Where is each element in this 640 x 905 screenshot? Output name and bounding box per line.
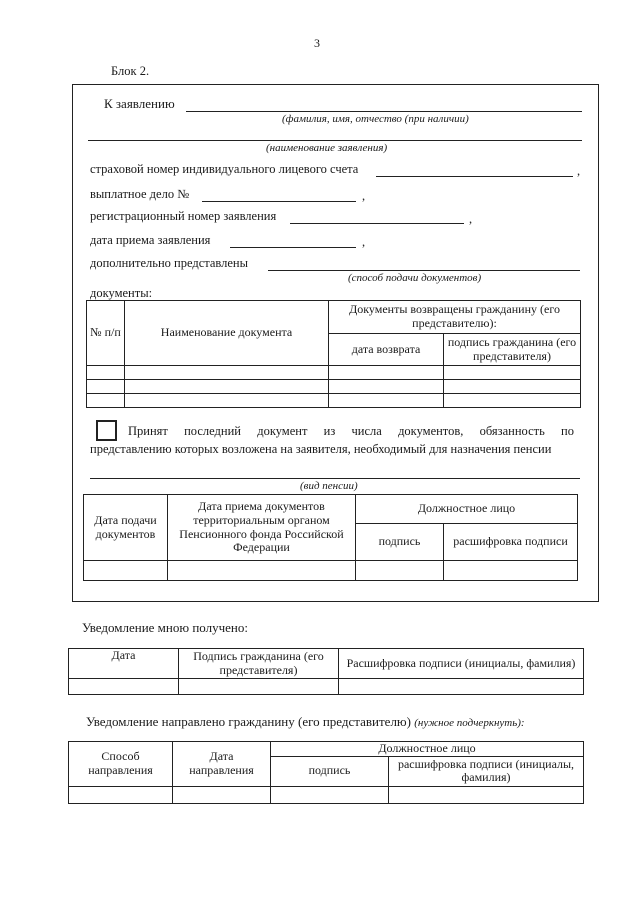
- submission-method-caption: (способ подачи документов): [348, 272, 482, 284]
- notification-sent-text: Уведомление направлено гражданину (его представителю): [86, 714, 411, 729]
- table-cell[interactable]: [87, 380, 125, 394]
- receipt-date-field[interactable]: [230, 247, 356, 248]
- receipt-date-label: дата приема заявления: [90, 233, 211, 247]
- block-title: Блок 2.: [111, 64, 150, 78]
- table-cell[interactable]: [444, 561, 578, 581]
- citizen-signature-header: Подпись гражданина (его представителя): [179, 649, 339, 679]
- table-cell[interactable]: [389, 786, 584, 803]
- notification-received-title: Уведомление мною получено:: [82, 620, 248, 635]
- table-cell[interactable]: [173, 786, 271, 803]
- registration-number-label: регистрационный номер заявления: [90, 209, 277, 223]
- accepted-line-2: представлению которых возложена на заявителя, необходимый для назначения пенсии: [90, 442, 552, 456]
- notification-sent-title: [86, 714, 525, 730]
- registration-number-field[interactable]: [290, 223, 464, 224]
- table-cell[interactable]: [444, 394, 581, 408]
- to-application-label: К заявлению: [104, 96, 175, 111]
- date-header: Дата направления: [173, 742, 271, 787]
- citizen-signature-header: подпись гражданина (его представителя): [444, 334, 581, 366]
- accepted-line-1: Принят последний документ из числа документов, обязанность по: [128, 424, 574, 438]
- submission-method-field[interactable]: [268, 270, 580, 271]
- fio-field[interactable]: [186, 111, 582, 112]
- table-cell[interactable]: [329, 380, 444, 394]
- table-cell[interactable]: [125, 366, 329, 380]
- submission-date-header: Дата подачи документов: [84, 495, 168, 561]
- table-cell[interactable]: [125, 380, 329, 394]
- snils-field[interactable]: [376, 176, 573, 177]
- receipt-date-header: Дата приема документов территориальным органом Пенсионного фонда Российской Федерации: [168, 495, 356, 561]
- acceptance-table: [83, 494, 578, 581]
- signature-header: подпись: [356, 524, 444, 561]
- application-name-field[interactable]: [88, 140, 582, 141]
- table-cell[interactable]: [329, 366, 444, 380]
- documents-label: документы:: [90, 286, 153, 300]
- table-cell[interactable]: [339, 679, 584, 695]
- notification-received-table: [68, 648, 584, 695]
- decryption-header: расшифровка подписи (инициалы, фамилия): [389, 756, 584, 786]
- returned-header: Документы возвращены гражданину (его представителю):: [329, 301, 581, 334]
- notification-sent-table: [68, 741, 584, 804]
- accepted-checkbox[interactable]: [96, 420, 117, 441]
- table-cell[interactable]: [168, 561, 356, 581]
- pension-type-caption: (вид пенсии): [300, 480, 358, 492]
- official-header: Должностное лицо: [356, 495, 578, 524]
- comma: ,: [577, 164, 581, 178]
- table-cell[interactable]: [356, 561, 444, 581]
- payout-case-field[interactable]: [202, 201, 356, 202]
- table-cell[interactable]: [179, 679, 339, 695]
- notification-sent-hint: (нужное подчеркнуть):: [414, 717, 525, 729]
- signature-header: подпись: [271, 756, 389, 786]
- method-header: Способ направления: [69, 742, 173, 787]
- pension-type-field[interactable]: [90, 478, 580, 479]
- table-cell[interactable]: [329, 394, 444, 408]
- additionally-submitted-label: дополнительно представлены: [90, 256, 249, 270]
- table-cell[interactable]: [84, 561, 168, 581]
- fio-caption: (фамилия, имя, отчество (при наличии): [282, 113, 469, 125]
- snils-label: страховой номер индивидуального лицевого счета: [90, 162, 359, 176]
- comma: ,: [362, 235, 366, 249]
- table-cell[interactable]: [69, 786, 173, 803]
- application-name-caption: (наименование заявления): [266, 142, 388, 154]
- comma: ,: [362, 189, 366, 203]
- table-cell[interactable]: [87, 394, 125, 408]
- table-cell[interactable]: [87, 366, 125, 380]
- date-header: Дата: [69, 649, 179, 679]
- documents-table: [86, 300, 581, 408]
- decryption-header: Расшифровка подписи (инициалы, фамилия): [339, 649, 584, 679]
- table-cell[interactable]: [125, 394, 329, 408]
- table-cell[interactable]: [444, 366, 581, 380]
- num-header: № п/п: [87, 301, 125, 366]
- table-cell[interactable]: [444, 380, 581, 394]
- decryption-header: расшифровка подписи: [444, 524, 578, 561]
- page-number: 3: [314, 36, 320, 50]
- payout-case-label: выплатное дело №: [90, 187, 190, 201]
- table-cell[interactable]: [271, 786, 389, 803]
- return-date-header: дата возврата: [329, 334, 444, 366]
- official-header: Должностное лицо: [271, 742, 584, 757]
- comma: ,: [469, 212, 473, 226]
- doc-name-header: Наименование документа: [125, 301, 329, 366]
- table-cell[interactable]: [69, 679, 179, 695]
